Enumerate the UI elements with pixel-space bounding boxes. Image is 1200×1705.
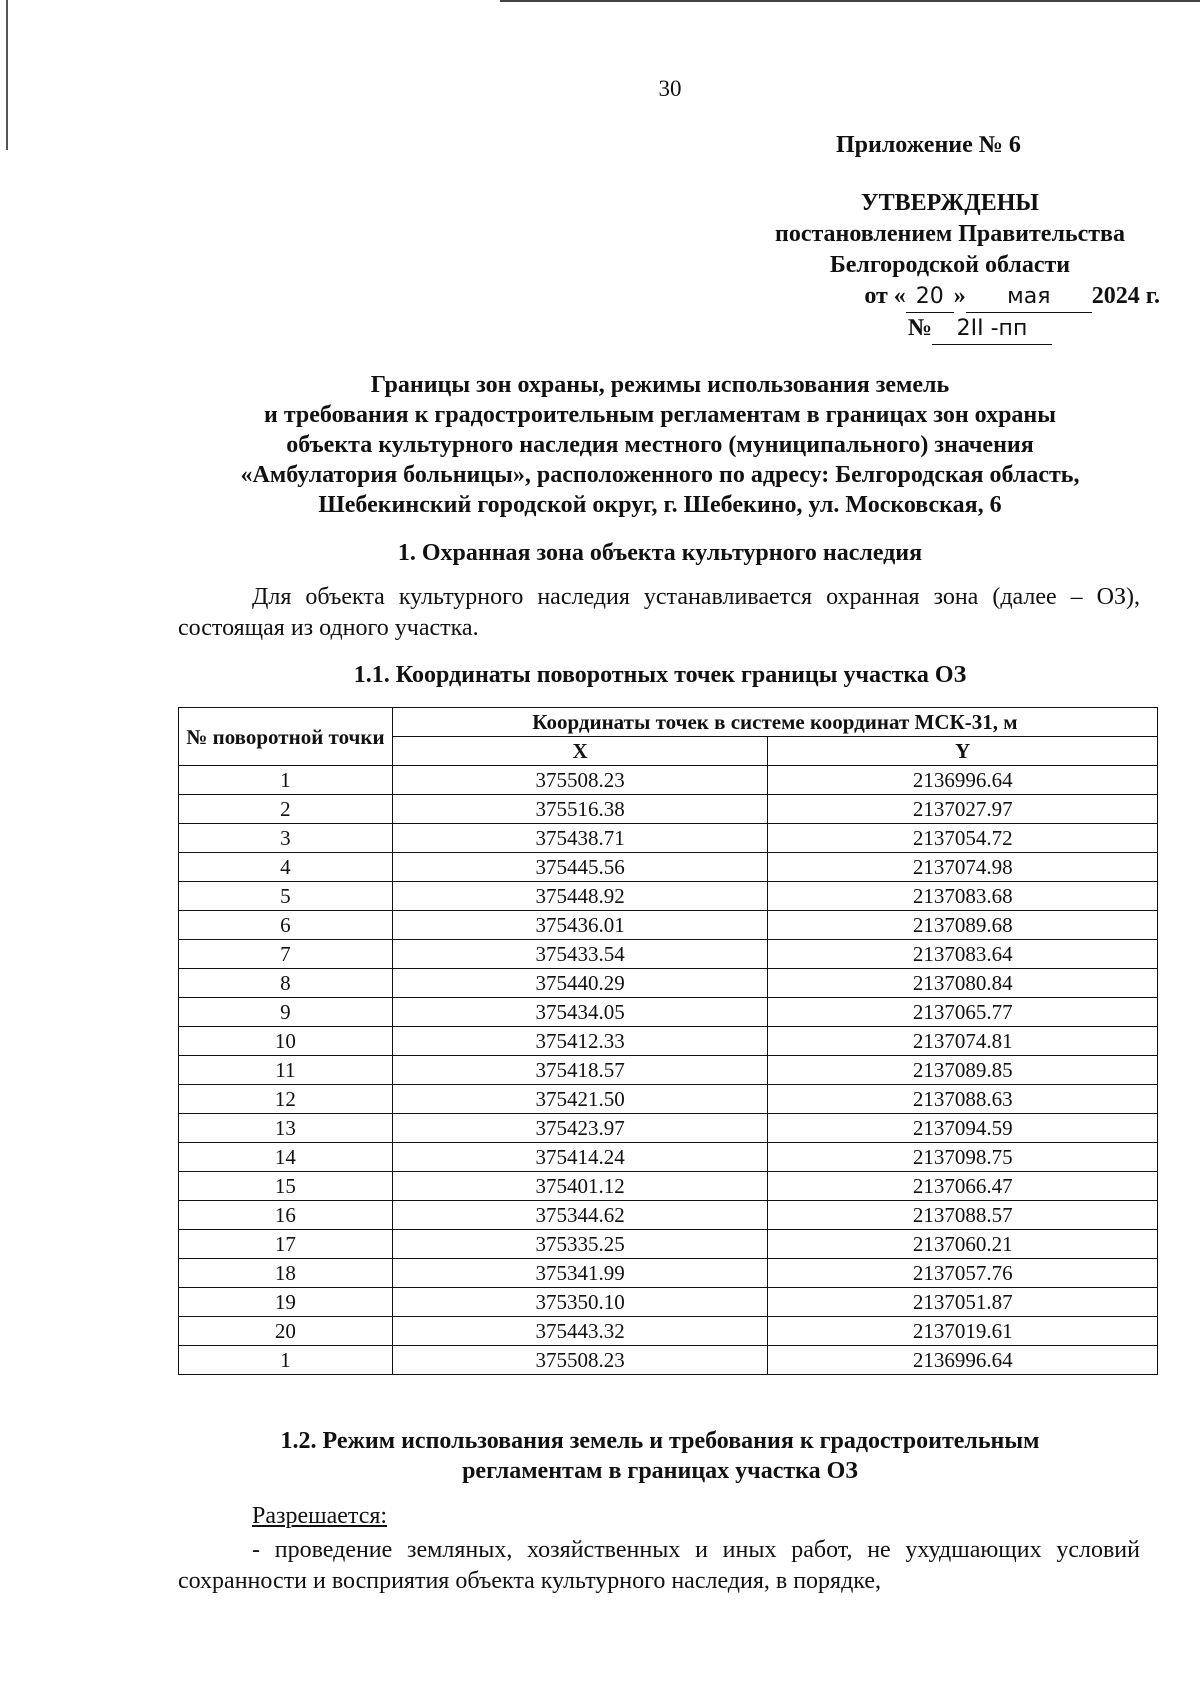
table-row [179,940,1158,969]
cell-point-number: 9 [179,998,393,1027]
cell-point-number: 8 [179,969,393,998]
cell-x: 375414.24 [392,1143,768,1172]
cell-y: 2137083.68 [768,882,1158,911]
section-1-2-heading [180,1426,1140,1486]
table-row [179,1230,1158,1259]
table-row [179,1143,1158,1172]
cell-y: 2137089.68 [768,911,1158,940]
cell-x: 375445.56 [392,853,768,882]
cell-point-number: 2 [179,795,393,824]
title-line: Границы зон охраны, режимы использования земель [370,372,950,398]
date-year: 2024 г. [1091,283,1160,309]
table-row [179,1172,1158,1201]
cell-point-number: 11 [179,1056,393,1085]
number-prefix: № [907,315,932,341]
document-title [180,370,1140,520]
cell-y: 2137088.63 [768,1085,1158,1114]
scan-edge-top [500,0,1200,2]
cell-point-number: 12 [179,1085,393,1114]
table-row [179,1201,1158,1230]
cell-x: 375433.54 [392,940,768,969]
section-1-paragraph: Для объекта культурного наследия устанавливается охранная зона (далее – ОЗ), состоящая из одного участка. [178,584,1140,641]
cell-point-number: 19 [179,1288,393,1317]
table-row [179,795,1158,824]
table-row [179,824,1158,853]
approved-heading: УТВЕРЖДЕНЫ [861,190,1039,216]
coordinates-table-body [179,766,1158,1375]
cell-x: 375448.92 [392,882,768,911]
table-row [179,1114,1158,1143]
cell-y: 2137083.64 [768,940,1158,969]
cell-x: 375335.25 [392,1230,768,1259]
table-row [179,1288,1158,1317]
cell-point-number: 15 [179,1172,393,1201]
cell-y: 2137074.98 [768,853,1158,882]
allowed-item-1: - проведение земляных, хозяйственных и иных работ, не ухудшающих условий сохранности и восприятия объекта культурного наследия, в порядке, [178,1537,1140,1594]
cell-x: 375344.62 [392,1201,768,1230]
cell-x: 375418.57 [392,1056,768,1085]
cell-point-number: 6 [179,911,393,940]
cell-point-number: 4 [179,853,393,882]
cell-y: 2137060.21 [768,1230,1158,1259]
cell-y: 2136996.64 [768,766,1158,795]
cell-y: 2137066.47 [768,1172,1158,1201]
cell-x: 375412.33 [392,1027,768,1056]
cell-x: 375438.71 [392,824,768,853]
table-row [179,1317,1158,1346]
cell-x: 375350.10 [392,1288,768,1317]
cell-x: 375434.05 [392,998,768,1027]
table-row [179,911,1158,940]
cell-point-number: 10 [179,1027,393,1056]
cell-point-number: 1 [179,1346,393,1375]
approval-block [720,188,1180,345]
section-1-2-heading-line1: 1.2. Режим использования земель и требования к градостроительным [280,1428,1040,1454]
cell-y: 2137094.59 [768,1114,1158,1143]
title-line: и требования к градостроительным регламентам в границах зон охраны [264,402,1056,428]
cell-x: 375423.97 [392,1114,768,1143]
approved-by-line1: постановлением Правительства [774,221,1125,247]
page-number: 30 [658,76,682,101]
table-row [179,766,1158,795]
cell-y: 2137080.84 [768,969,1158,998]
table-row [179,853,1158,882]
cell-x: 375516.38 [392,795,768,824]
cell-point-number: 3 [179,824,393,853]
date-prefix: от « [864,283,906,309]
scan-edge-left [6,0,8,150]
table-row [179,1259,1158,1288]
col-coords-header: Координаты точек в системе координат МСК-31, м [392,708,1157,737]
section-1-heading: 1. Охранная зона объекта культурного наследия [397,540,923,566]
cell-point-number: 14 [179,1143,393,1172]
cell-x: 375508.23 [392,1346,768,1375]
cell-point-number: 1 [179,766,393,795]
appendix-label: Приложение № 6 [836,132,1021,158]
cell-point-number: 13 [179,1114,393,1143]
cell-x: 375508.23 [392,766,768,795]
table-row [179,969,1158,998]
date-quote-close: » [953,283,966,309]
cell-y: 2137051.87 [768,1288,1158,1317]
cell-x: 375436.01 [392,911,768,940]
cell-y: 2137019.61 [768,1317,1158,1346]
table-row [179,1085,1158,1114]
title-line: «Амбулатория больницы», расположенного по адресу: Белгородская область, [240,462,1080,488]
cell-y: 2137057.76 [768,1259,1158,1288]
title-line: объекта культурного наследия местного (муниципального) значения [286,432,1034,458]
cell-x: 375440.29 [392,969,768,998]
cell-y: 2137054.72 [768,824,1158,853]
col-x-header: X [392,737,768,766]
cell-point-number: 5 [179,882,393,911]
title-line: Шебекинский городской округ, г. Шебекино, ул. Московская, 6 [318,492,1002,518]
cell-y: 2137027.97 [768,795,1158,824]
decree-number [720,313,1180,345]
approved-by-line2: Белгородской области [829,252,1071,278]
cell-x: 375341.99 [392,1259,768,1288]
table-row [179,1056,1158,1085]
number-value: 2II -пп [932,313,1052,345]
date-month: мая [966,281,1092,313]
coordinates-table [178,707,1158,1375]
cell-x: 375443.32 [392,1317,768,1346]
cell-point-number: 7 [179,940,393,969]
cell-point-number: 16 [179,1201,393,1230]
cell-y: 2136996.64 [768,1346,1158,1375]
section-1-2-heading-line2: регламентам в границах участка ОЗ [462,1458,858,1484]
col-point-header: № поворотной точки [179,708,393,766]
cell-y: 2137074.81 [768,1027,1158,1056]
allowed-label: Разрешается: [252,1503,388,1529]
table-row [179,882,1158,911]
table-row [179,1027,1158,1056]
table-row [179,1346,1158,1375]
cell-y: 2137088.57 [768,1201,1158,1230]
cell-y: 2137065.77 [768,998,1158,1027]
col-y-header: Y [768,737,1158,766]
section-1-1-heading: 1.1. Координаты поворотных точек границы участка ОЗ [353,662,967,688]
approval-date [720,281,1180,313]
date-day: 20 [906,281,954,313]
cell-x: 375401.12 [392,1172,768,1201]
cell-point-number: 17 [179,1230,393,1259]
cell-x: 375421.50 [392,1085,768,1114]
cell-point-number: 20 [179,1317,393,1346]
cell-point-number: 18 [179,1259,393,1288]
table-row [179,998,1158,1027]
cell-y: 2137098.75 [768,1143,1158,1172]
cell-y: 2137089.85 [768,1056,1158,1085]
